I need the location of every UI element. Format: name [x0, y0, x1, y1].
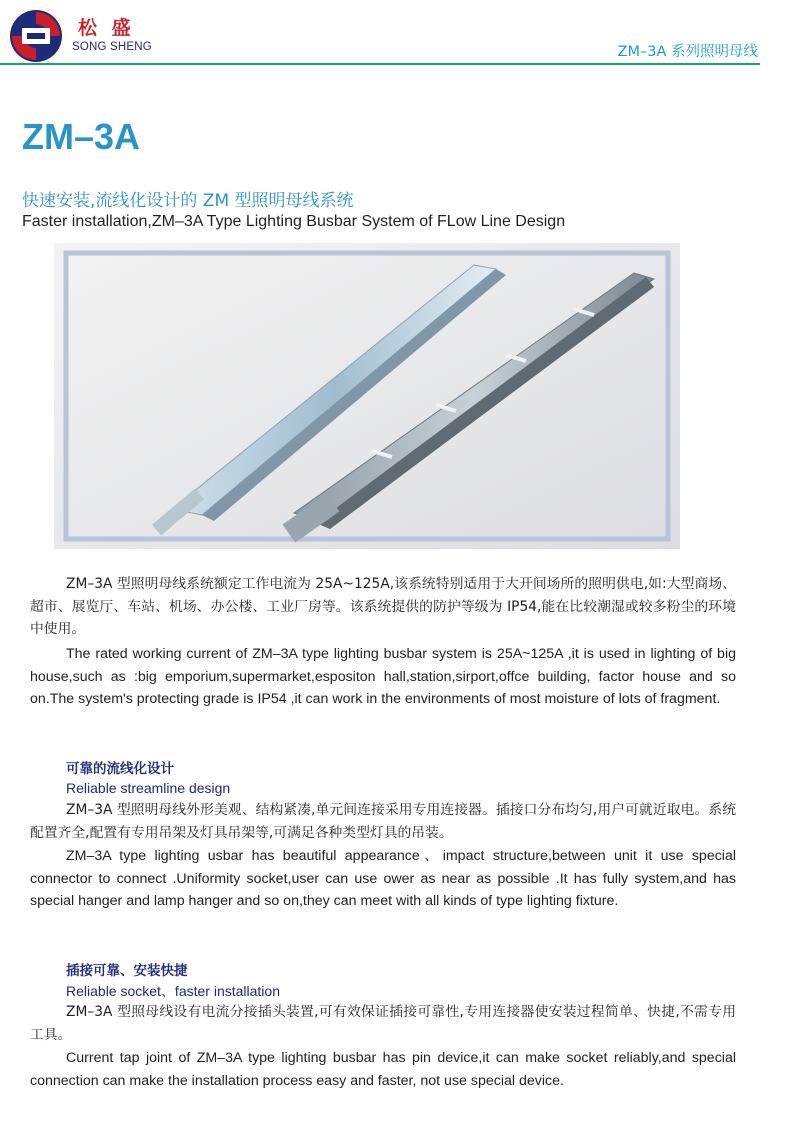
subtitle-en: Faster installation,ZM–3A Type Lighting Busbar System of FLow Line Design [22, 213, 566, 230]
section1-text-en: ZM–3A type lighting usbar has beautiful appearance、impact structure,between unit it use special connector to connect .Uniformity socket,user can use ower as near as possible .It has fully system,and has special hanger and lamp hanger and so on,they can meet with all kinds of type lighting fixture. [30, 848, 736, 909]
page-title: ZM–3A [22, 116, 141, 157]
section2-text-cn: ZM–3A 型照母线设有电流分接插头装置,可有效保证插接可靠性,专用连接器使安装过程简单、快捷,不需专用工具。 [30, 1004, 736, 1043]
company-logo-icon [8, 8, 64, 64]
section1-text-cn: ZM–3A 型照明母线外形美观、结构紧凑,单元间连接采用专用连接器。插接口分布均匀,用户可就近取电。系统配置齐全,配置有专用吊架及灯具吊架等,可满足各种类型灯具的吊装。 [30, 802, 736, 841]
header-divider [0, 63, 760, 65]
section2-text-en: Current tap joint of ZM–3A type lighting busbar has pin device,it can make socket reliably,and special connection can make the installation process easy and faster, not use special device. [30, 1050, 736, 1089]
intro-text-en: The rated working current of ZM–3A type lighting busbar system is 25A~125A ,it is used in lighting of big house,such as :big emporium,supermarket,espositon hall,station,sirport,offce building, factor house and so on.The system's protecting grade is IP54 ,it can work in the environments of most moisture of lots of fragment. [30, 646, 736, 707]
series-label: ZM–3A 系列照明母线 [617, 44, 758, 60]
section2-heading-cn: 插接可靠、安装快捷 [66, 963, 188, 979]
section1-heading-cn: 可靠的流线化设计 [66, 761, 174, 777]
section2-heading-en: Reliable socket、faster installation [66, 983, 280, 999]
intro-text-cn: ZM–3A 型照明母线系统额定工作电流为 25A~125A,该系统特别适用于大开间场所的照明供电,如:大型商场、超市、展览厅、车站、机场、办公楼、工业厂房等。该系统提供的防护等级为 IP54,能在比较潮湿或较多粉尘的环境中使用。 [30, 576, 736, 637]
section1-heading-en: Reliable streamline design [66, 780, 231, 796]
brand-name-cn: 松 盛 [78, 17, 135, 39]
busbar-product-photo [54, 243, 680, 549]
brand-name-en: SONG SHENG [72, 41, 152, 53]
subtitle-cn: 快速安装,流线化设计的 ZM 型照明母线系统 [22, 191, 354, 211]
